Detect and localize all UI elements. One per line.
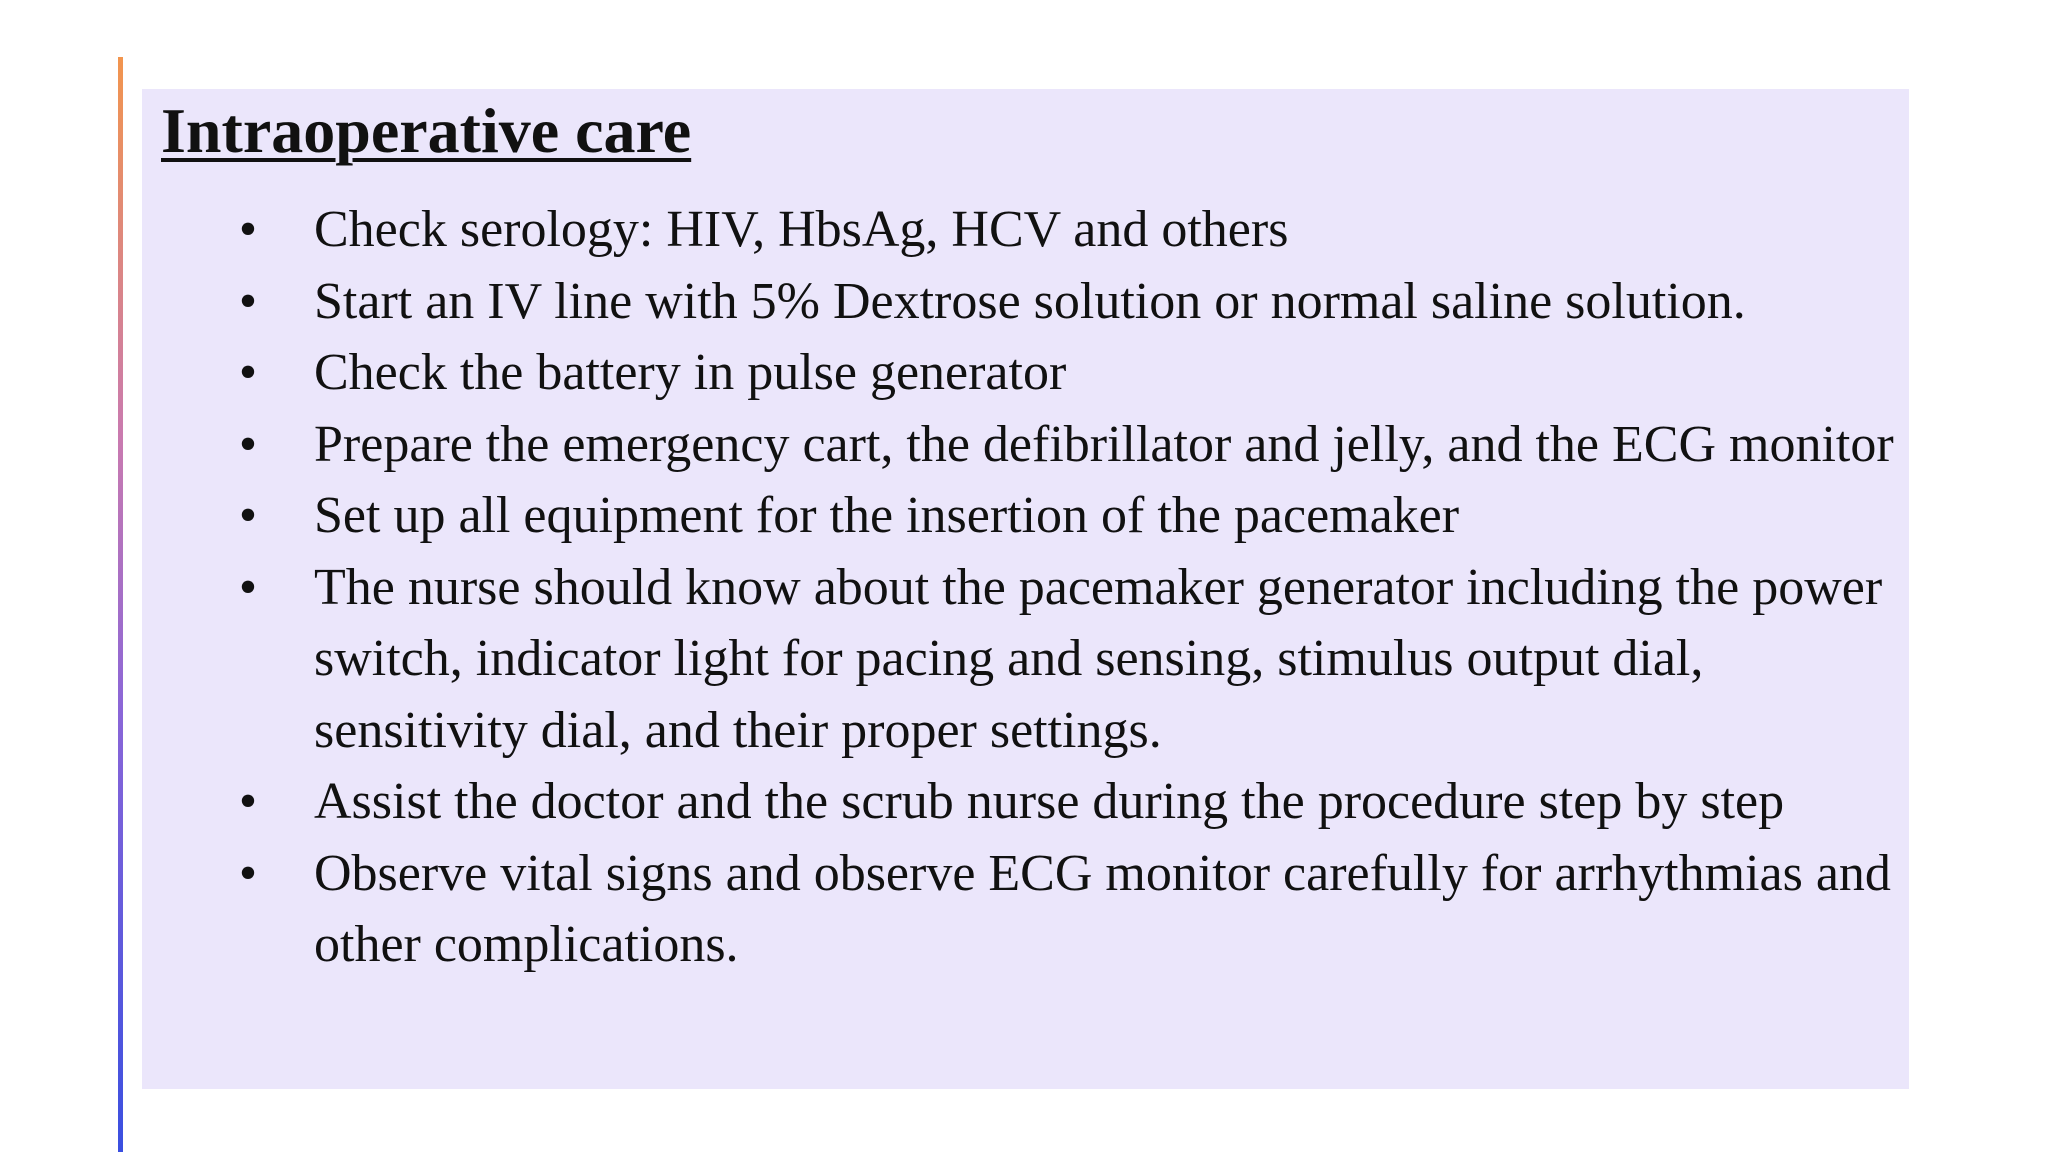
bullet-text: Set up all equipment for the insertion of the pacemaker [314, 487, 1460, 544]
bullet-item [236, 266, 1906, 338]
bullet-text: Assist the doctor and the scrub nurse during the procedure step by step [314, 773, 1785, 830]
bullet-icon: • [238, 201, 258, 258]
slide-title: Intraoperative care [161, 95, 692, 166]
bullet-icon: • [238, 415, 258, 473]
bullet-icon: • [238, 558, 258, 616]
bullet-item [236, 194, 1906, 266]
bullet-text: Observe vital signs and observe ECG monitor carefully for arrhythmias and other complications. [314, 844, 1891, 973]
bullet-list [236, 194, 1906, 981]
bullet-item [236, 766, 1906, 838]
bullet-text: Prepare the emergency cart, the defibrillator and jelly, and the ECG monitor [314, 415, 1894, 473]
bullet-item [236, 409, 1906, 481]
bullet-icon: • [238, 844, 258, 902]
bullet-text: Check the battery in pulse generator [314, 344, 1067, 401]
bullet-icon: • [238, 344, 258, 401]
bullet-item [236, 552, 1906, 767]
bullet-item [236, 337, 1906, 409]
accent-bar [118, 57, 123, 1152]
bullet-icon: • [238, 487, 258, 544]
bullet-item [236, 480, 1906, 552]
bullet-icon: • [238, 773, 258, 830]
bullet-icon: • [238, 272, 258, 330]
bullet-text: The nurse should know about the pacemaker generator including the power switch, indicator light for pacing and sensing, stimulus output dial, sensitivity dial, and their proper settings. [314, 558, 1883, 759]
bullet-text: Start an IV line with 5% Dextrose solution or normal saline solution. [314, 272, 1746, 330]
bullet-text: Check serology: HIV, HbsAg, HCV and others [314, 201, 1289, 258]
bullet-item [236, 838, 1906, 981]
